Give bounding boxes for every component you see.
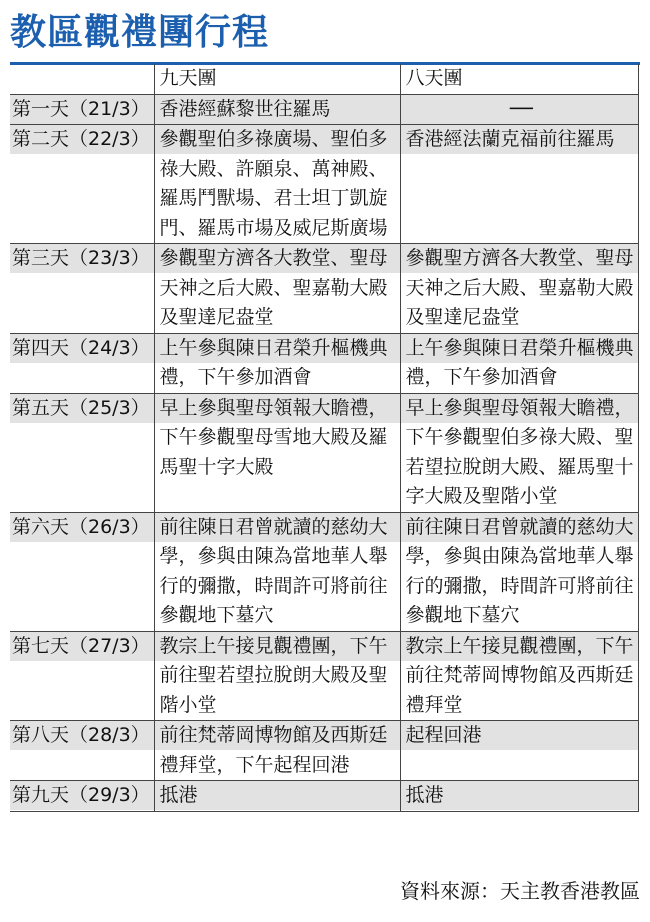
title-bar [10, 8, 640, 60]
header-nine-day: 九天團 [154, 64, 400, 94]
table-row [10, 244, 638, 334]
day-cell: 第四天（24/3） [10, 333, 154, 393]
table-row [10, 512, 638, 631]
nine-day-cell: 香港經蘇黎世往羅馬 [154, 94, 400, 125]
table-row [10, 125, 638, 244]
header-day [10, 64, 154, 94]
table-row [10, 631, 638, 721]
table-row [10, 94, 638, 125]
itinerary-table [10, 64, 639, 812]
day-cell: 第七天（27/3） [10, 631, 154, 721]
day-cell: 第三天（23/3） [10, 244, 154, 334]
table-row [10, 393, 638, 512]
nine-day-cell: 參觀聖伯多祿廣場、聖伯多祿大殿、許願泉、萬神殿、羅馬鬥獸場、君士坦丁凱旋門、羅馬市場及威尼斯廣場 [154, 125, 400, 244]
eight-day-cell: 香港經法蘭克福前往羅馬 [400, 125, 638, 244]
nine-day-cell: 前往陳日君曾就讀的慈幼大學，參與由陳為當地華人舉行的彌撒，時間許可將前往參觀地下墓穴 [154, 512, 400, 631]
header-eight-day: 八天團 [400, 64, 638, 94]
eight-day-cell: ── [400, 94, 638, 125]
eight-day-cell: 上午參與陳日君榮升樞機典禮，下午參加酒會 [400, 333, 638, 393]
day-cell: 第五天（25/3） [10, 393, 154, 512]
nine-day-cell: 前往梵蒂岡博物館及西斯廷禮拜堂，下午起程回港 [154, 721, 400, 781]
table-row [10, 333, 638, 393]
eight-day-cell: 參觀聖方濟各大教堂、聖母天神之后大殿、聖嘉勒大殿及聖達尼盎堂 [400, 244, 638, 334]
nine-day-cell: 抵港 [154, 781, 400, 812]
day-cell: 第六天（26/3） [10, 512, 154, 631]
eight-day-cell: 前往陳日君曾就讀的慈幼大學，參與由陳為當地華人舉行的彌撒，時間許可將前往參觀地下墓穴 [400, 512, 638, 631]
nine-day-cell: 上午參與陳日君榮升樞機典禮，下午參加酒會 [154, 333, 400, 393]
day-cell: 第一天（21/3） [10, 94, 154, 125]
source-note: 資料來源：天主教香港教區 [400, 879, 640, 903]
day-cell: 第九天（29/3） [10, 781, 154, 812]
nine-day-cell: 教宗上午接見觀禮團，下午前往聖若望拉脫朗大殿及聖階小堂 [154, 631, 400, 721]
day-cell: 第八天（28/3） [10, 721, 154, 781]
page-title: 教區觀禮團行程 [10, 12, 270, 53]
eight-day-cell: 教宗上午接見觀禮團，下午前往梵蒂岡博物館及西斯廷禮拜堂 [400, 631, 638, 721]
nine-day-cell: 早上參與聖母領報大瞻禮，下午參觀聖母雪地大殿及羅馬聖十字大殿 [154, 393, 400, 512]
eight-day-cell: 抵港 [400, 781, 638, 812]
table-header [10, 64, 638, 94]
eight-day-cell: 早上參與聖母領報大瞻禮，下午參觀聖伯多祿大殿、聖若望拉脫朗大殿、羅馬聖十字大殿及聖階小堂 [400, 393, 638, 512]
table-row [10, 721, 638, 781]
table-row [10, 781, 638, 812]
eight-day-cell: 起程回港 [400, 721, 638, 781]
day-cell: 第二天（22/3） [10, 125, 154, 244]
nine-day-cell: 參觀聖方濟各大教堂、聖母天神之后大殿、聖嘉勒大殿及聖達尼盎堂 [154, 244, 400, 334]
